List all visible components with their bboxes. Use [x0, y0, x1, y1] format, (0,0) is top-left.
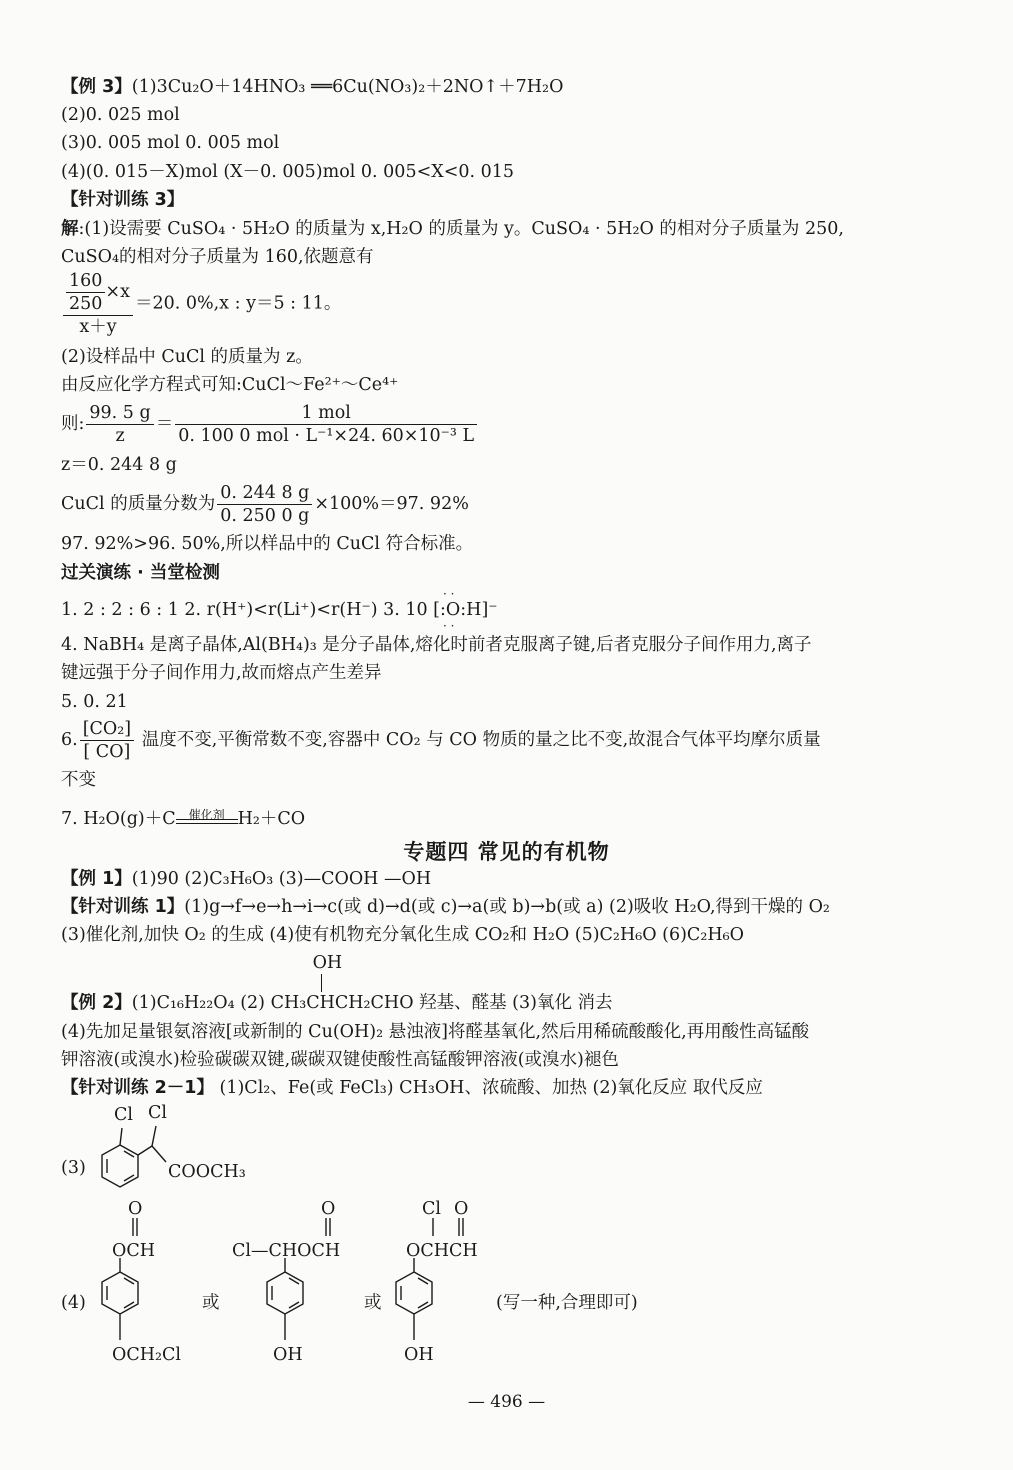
line-text: (2)设样品中 CuCl 的质量为 z。	[61, 347, 313, 367]
factor: ×x	[105, 282, 130, 302]
answers-text: 1. 2 : 2 : 6 : 1 2. r(H⁺)<r(Li⁺)<r(H⁻) 3. 10 [	[61, 600, 441, 620]
line-text: 键远强于分子间作用力,故而熔点产生差异	[61, 663, 382, 683]
group-label: OCHCH	[406, 1241, 478, 1261]
chlorine-label: Cl	[422, 1199, 441, 1219]
products: H₂＋CO	[237, 809, 306, 829]
equation-rest: ＝20. 0%,x : y＝5 : 11。	[134, 293, 342, 314]
structure-label: (4)	[61, 1293, 86, 1313]
line-text: (4)先加足量银氨溶液[或新制的 Cu(OH)₂ 悬浊液]将醛基氧化,然后用稀硫酸酸化,再用酸性高锰酸	[61, 1022, 810, 1042]
line-text: 由反应化学方程式可知:CuCl～Fe²⁺～Ce⁴⁺	[61, 375, 399, 395]
carbonyl-oxygen: O	[128, 1199, 143, 1219]
training-tag: 【针对训练 2－1】	[61, 1078, 214, 1098]
carbonyl-oxygen: O	[454, 1199, 469, 1219]
prefix: CuCl 的质量分数为	[61, 494, 216, 514]
group-label: OCH₂Cl	[112, 1345, 182, 1365]
chlorine-label: Cl	[148, 1103, 167, 1123]
line-text: (4)(0. 015－X)mol (X－0. 005)mol 0. 005<X<0. 015	[61, 162, 515, 182]
line-text: (2)0. 025 mol	[61, 105, 180, 125]
denominator: 0. 100 0 mol · L⁻¹×24. 60×10⁻³ L	[178, 426, 475, 446]
prefix: 6.	[61, 730, 78, 750]
answers-text: :H]⁻	[460, 600, 498, 620]
carbonyl-oxygen: O	[321, 1199, 336, 1219]
formula-text: CH₃CHCH₂CHO	[270, 993, 414, 1013]
group-label: OH	[404, 1345, 434, 1365]
structure-label: (3)	[61, 1158, 86, 1178]
example-tag: 【例 1】	[61, 869, 132, 889]
oxygen-symbol: O	[445, 600, 461, 620]
denominator: 250	[69, 294, 103, 314]
training-tag: 【针对训练 1】	[61, 897, 185, 917]
ester-group: COOCH₃	[168, 1162, 246, 1182]
line-text: z＝0. 244 8 g	[61, 455, 177, 475]
example-tag: 【例 2】	[61, 993, 132, 1013]
line-text: CuSO₄的相对分子质量为 160,依题意有	[61, 247, 374, 267]
group-label: Cl—CHOCH	[232, 1241, 341, 1261]
line-text: 97. 92%>96. 50%,所以样品中的 CuCl 符合标准。	[61, 534, 474, 554]
catalyst-label: 催化剂	[188, 808, 225, 822]
chapter-title: 专题四 常见的有机物	[403, 840, 610, 864]
lone-pair-bottom: · ·	[443, 619, 455, 633]
line-text: 羟基、醛基 (3)氧化 消去	[413, 993, 613, 1013]
line-text: 4. NaBH₄ 是离子晶体,Al(BH₄)₃ 是分子晶体,熔化时前者克服离子键,后者克服分子间作用力,离子	[61, 635, 812, 655]
prefix: 则:	[61, 414, 85, 434]
line-text: (1)90 (2)C₃H₆O₃ (3)—COOH —OH	[131, 869, 432, 889]
equation-rest: 温度不变,平衡常数不变,容器中 CO₂ 与 CO 物质的量之比不变,故混合气体平均摩尔质量	[141, 730, 821, 750]
denominator: x＋y	[79, 317, 117, 337]
example-tag: 【例 3】	[61, 77, 132, 97]
line-text: (1)Cl₂、Fe(或 FeCl₃) CH₃OH、浓硫酸、加热 (2)氧化反应 取代反应	[213, 1078, 763, 1098]
lone-pair-left: :	[440, 600, 446, 620]
equation-rest: ×100%＝97. 92%	[314, 494, 469, 514]
section-heading: 【针对训练 3】	[61, 190, 185, 210]
section-heading: 过关演练 · 当堂检测	[61, 563, 220, 583]
line-text: (1)3Cu₂O＋14HNO₃ ══6Cu(NO₃)₂＋2NO↑＋7H₂O	[131, 77, 564, 97]
or-word: 或	[364, 1293, 382, 1313]
page-number: — 496 —	[467, 1392, 546, 1412]
group-label: OH	[273, 1345, 303, 1365]
note-text: (写一种,合理即可)	[496, 1293, 638, 1313]
line-text: :(1)设需要 CuSO₄ · 5H₂O 的质量为 x,H₂O 的质量为 y。CuSO₄ · 5H₂O 的相对分子质量为 250,	[78, 219, 844, 239]
group-label: OCH	[112, 1241, 155, 1261]
line-text: (1)C₁₆H₂₂O₄ (2)	[131, 993, 271, 1013]
numerator: 99. 5 g	[86, 402, 153, 425]
solution-tag: 解	[61, 219, 79, 239]
line-text: 不变	[61, 770, 96, 790]
line-text: (3)0. 005 mol 0. 005 mol	[61, 133, 280, 153]
line-text: (1)g→f→e→h→i→c(或 d)→d(或 c)→a(或 b)→b(或 a) (2)吸收 H₂O,得到干燥的 O₂	[184, 897, 830, 917]
numerator: 160	[66, 270, 105, 293]
line-text: (3)催化剂,加快 O₂ 的生成 (4)使有机物充分氧化生成 CO₂和 H₂O (5)C₂H₆O (6)C₂H₆O	[61, 925, 744, 945]
denominator: z	[115, 426, 125, 446]
line-text: 钾溶液(或溴水)检验碳碳双键,碳碳双键使酸性高锰酸钾溶液(或溴水)褪色	[61, 1050, 619, 1070]
reactants: 7. H₂O(g)＋C	[61, 809, 176, 829]
line-text: 5. 0. 21	[61, 692, 128, 712]
equals: ＝	[155, 414, 174, 434]
numerator: 0. 244 8 g	[217, 482, 312, 505]
chlorine-label: Cl	[114, 1105, 133, 1125]
denominator: 0. 250 0 g	[220, 506, 310, 526]
numerator: 1 mol	[175, 402, 477, 425]
or-word: 或	[202, 1293, 220, 1313]
denominator: [ CO]	[83, 742, 131, 762]
lone-pair-top: · ·	[443, 587, 455, 601]
hydroxyl-group: OH	[312, 953, 343, 973]
numerator: [CO₂]	[80, 718, 134, 741]
